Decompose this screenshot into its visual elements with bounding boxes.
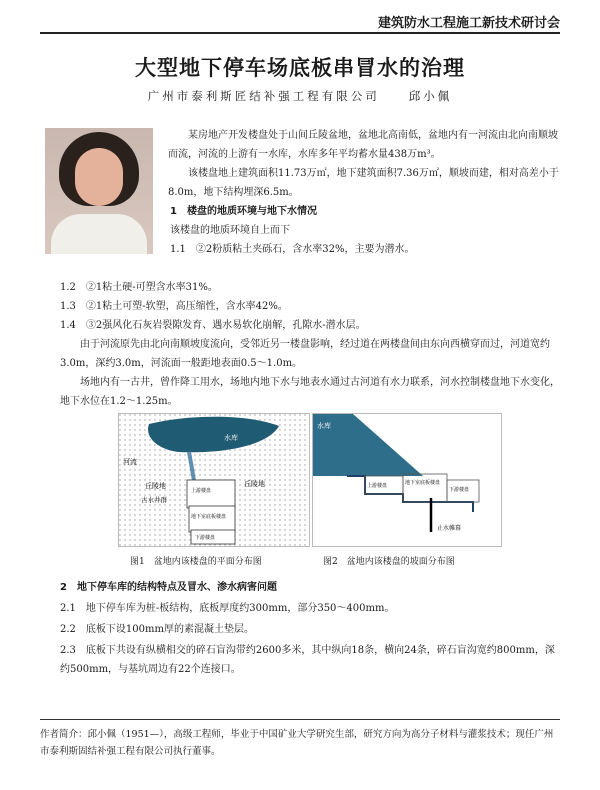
list-item: 2.1 地下停车库为桩-板结构，底板厚度约300mm，部分350～400mm。: [60, 603, 395, 614]
label-reservoir: 水库: [224, 434, 238, 442]
label-reservoir: 水库: [317, 422, 331, 430]
label-site: 地下室底板楼盘: [191, 514, 227, 520]
list-item: 1.1 ②2粉质粘土夹砾石，含水率32%，主要为潜水。: [170, 244, 415, 255]
label-downstream: 下游楼盘: [449, 487, 470, 493]
label-river: 河流: [123, 458, 137, 466]
label-downstream: 下游楼盘: [195, 535, 216, 541]
paragraph: 由于河流原先由北向南顺坡度流向，受邻近另一楼盘影响，经过道在两楼盘间由东向西横穿而过，河道宽约3.0m，深约3.0m，河流面一般距地表面0.5～1.0m。: [60, 339, 550, 369]
author-note: 作者简介：邱小佩（1951—），高级工程师，毕业于中国矿业大学研究生部，研究方向为高分子材料与灌浆技术；现任广州市泰利斯固结补强工程有限公司执行董事。: [40, 729, 554, 757]
label-well: 止水帷幕: [437, 525, 462, 532]
page-header: [40, 10, 560, 34]
list-item: 1.4 ③2强风化石灰岩裂隙发育、遇水易软化崩解，孔隙水-潜水层。: [60, 320, 366, 331]
figure-2-section: [312, 413, 502, 547]
list-item: 1.3 ②1粘土可塑-软塑，高压缩性，含水率42%。: [60, 301, 288, 312]
figure-1-caption: 图1 盆地内该楼盘的平面分布图: [130, 557, 262, 567]
body-text-lower: [60, 578, 560, 679]
label-hill-right: 丘陵地: [244, 480, 265, 488]
label-hill-left: 丘陵地: [145, 482, 166, 490]
paragraph: 场地内有一古井，曾作降工用水，场地内地下水与地表水通过古河道有水力联系，河水控制楼盘地下水变化，地下水位在1.2～1.25m。: [60, 377, 560, 407]
section-heading: 1 楼盘的地质环境与地下水情况: [170, 206, 317, 217]
label-upstream: 上游楼盘: [191, 488, 212, 494]
paragraph: 某房地产开发楼盘处于山间丘陵盆地，盆地北高南低，盆地内有一河流由北向南顺坡而流，河流的上游有一水库，水库多年平均蓄水量438万m³。: [168, 130, 558, 160]
author-photo: [45, 128, 153, 254]
footer-divider: [40, 719, 560, 720]
list-item: 2.2 底板下设100mm厚的素混凝土垫层。: [60, 624, 254, 635]
conference-name: 建筑防水工程施工新技术研讨会: [377, 16, 560, 31]
list-item: 1.2 ②1粘土硬-可塑含水率31%。: [60, 282, 218, 293]
section-heading: 2 地下停车库的结构特点及冒水、渗水病害问题: [60, 582, 277, 593]
figure-1-plan: [118, 413, 310, 547]
photo-face: [75, 148, 123, 206]
upstream-block: [187, 480, 235, 508]
label-well: 古水井群: [141, 496, 167, 504]
page-title: 大型地下停车场底板串冒水的治理: [135, 55, 465, 80]
site-building: [403, 474, 447, 502]
label-site: 地下室底板楼盘: [405, 480, 441, 486]
paragraph: 该楼盘地上建筑面积11.73万㎡，地下建筑面积7.36万㎡，顺坡而建，相对高差小于8.0m，地下结构埋深6.5m。: [168, 168, 559, 198]
paragraph: 该楼盘的地质环境自上而下: [170, 225, 290, 236]
list-item: 2.3 底板下共设有纵横相交的碎石盲沟带约2600多米，其中纵向18条，横向24条，碎石盲沟宽约800mm，深约500mm，与基坑周边有22个连接口。: [60, 645, 555, 675]
figure-2-caption: 图2 盆地内该楼盘的坡面分布图: [323, 557, 455, 567]
intro-beside-photo: [168, 126, 560, 259]
author-byline: 广州市泰利斯匠结补强工程有限公司 邱小佩: [147, 89, 453, 103]
label-upstream: 上游楼盘: [367, 483, 388, 489]
body-text-upper: [60, 278, 560, 411]
photo-body: [51, 214, 147, 254]
